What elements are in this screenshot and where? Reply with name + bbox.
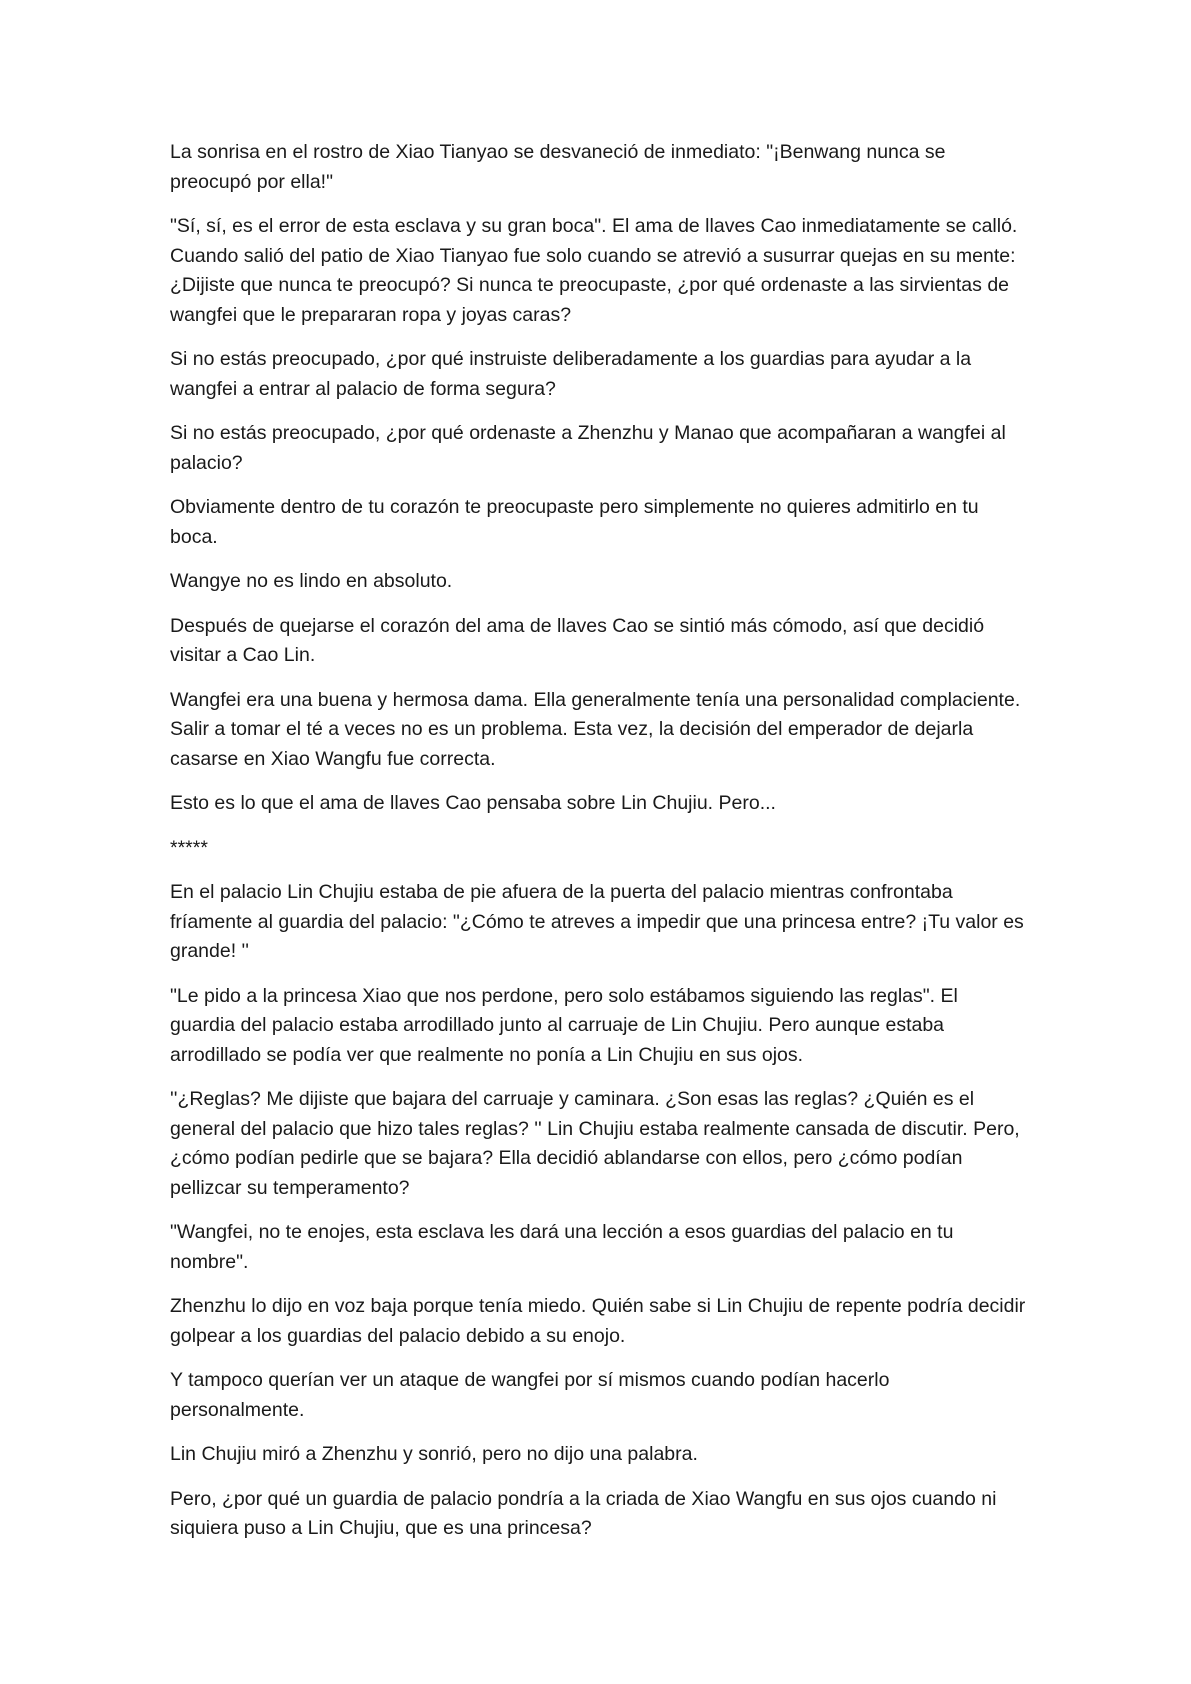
paragraph: Wangfei era una buena y hermosa dama. Ella generalmente tenía una personalidad complaciente. Salir a tomar el té a veces no es un problema. Esta vez, la decisión del emperador de dejarla casarse en Xiao Wangfu fue correcta. <box>170 688 1021 770</box>
paragraph: ''¿Reglas? Me dijiste que bajara del carruaje y caminara. ¿Son esas las reglas? ¿Quién es el general del palacio que hizo tales reglas? '' Lin Chujiu estaba realmente cansada de discutir. Pero, ¿cómo podían pedirle que se bajara? Ella decidió ablandarse con ellos, pero ¿cómo podían pellizcar su temperamento? <box>170 1088 1020 1199</box>
paragraph: Wangye no es lindo en absoluto. <box>170 570 453 592</box>
document-body <box>170 138 1026 1559</box>
paragraph: "Le pido a la princesa Xiao que nos perdone, pero solo estábamos siguiendo las reglas". El guardia del palacio estaba arrodillado junto al carruaje de Lin Chujiu. Pero aunque estaba arrodillado se podía ver que realmente no ponía a Lin Chujiu en sus ojos. <box>170 984 958 1066</box>
paragraph: "Sí, sí, es el error de esta esclava y su gran boca". El ama de llaves Cao inmediatamente se calló. Cuando salió del patio de Xiao Tianyao fue solo cuando se atrevió a susurrar quejas en su mente: ¿Dijiste que nunca te preocupó? Si nunca te preocupaste, ¿por qué ordenaste a las sirvientas de wangfei que le prepararan ropa y joyas caras? <box>170 215 1018 326</box>
paragraph: Zhenzhu lo dijo en voz baja porque tenía miedo. Quién sabe si Lin Chujiu de repente podría decidir golpear a los guardias del palacio debido a su enojo. <box>170 1295 1026 1347</box>
paragraph: Esto es lo que el ama de llaves Cao pensaba sobre Lin Chujiu. Pero... <box>170 792 776 814</box>
paragraph: La sonrisa en el rostro de Xiao Tianyao se desvaneció de inmediato: "¡Benwang nunca se preocupó por ella!" <box>170 141 946 193</box>
paragraph: "Wangfei, no te enojes, esta esclava les dará una lección a esos guardias del palacio en tu nombre". <box>170 1221 954 1273</box>
paragraph: Pero, ¿por qué un guardia de palacio pondría a la criada de Xiao Wangfu en sus ojos cuando ni siquiera puso a Lin Chujiu, que es una princesa? <box>170 1487 997 1539</box>
paragraph: Después de quejarse el corazón del ama de llaves Cao se sintió más cómodo, así que decidió visitar a Cao Lin. <box>170 614 985 666</box>
paragraph: Si no estás preocupado, ¿por qué ordenaste a Zhenzhu y Manao que acompañaran a wangfei al palacio? <box>170 422 1006 474</box>
paragraph: Lin Chujiu miró a Zhenzhu y sonrió, pero no dijo una palabra. <box>170 1443 698 1465</box>
paragraph: En el palacio Lin Chujiu estaba de pie afuera de la puerta del palacio mientras confrontaba fríamente al guardia del palacio: "¿Cómo te atreves a impedir que una princesa entre? ¡Tu valor es grande! '' <box>170 881 1024 962</box>
scene-separator: ***** <box>170 836 208 859</box>
paragraph: Si no estás preocupado, ¿por qué instruiste deliberadamente a los guardias para ayudar a la wangfei a entrar al palacio de forma segura? <box>170 348 972 400</box>
paragraph: Obviamente dentro de tu corazón te preocupaste pero simplemente no quieres admitirlo en tu boca. <box>170 496 979 548</box>
paragraph: Y tampoco querían ver un ataque de wangfei por sí mismos cuando podían hacerlo personalmente. <box>170 1369 890 1421</box>
